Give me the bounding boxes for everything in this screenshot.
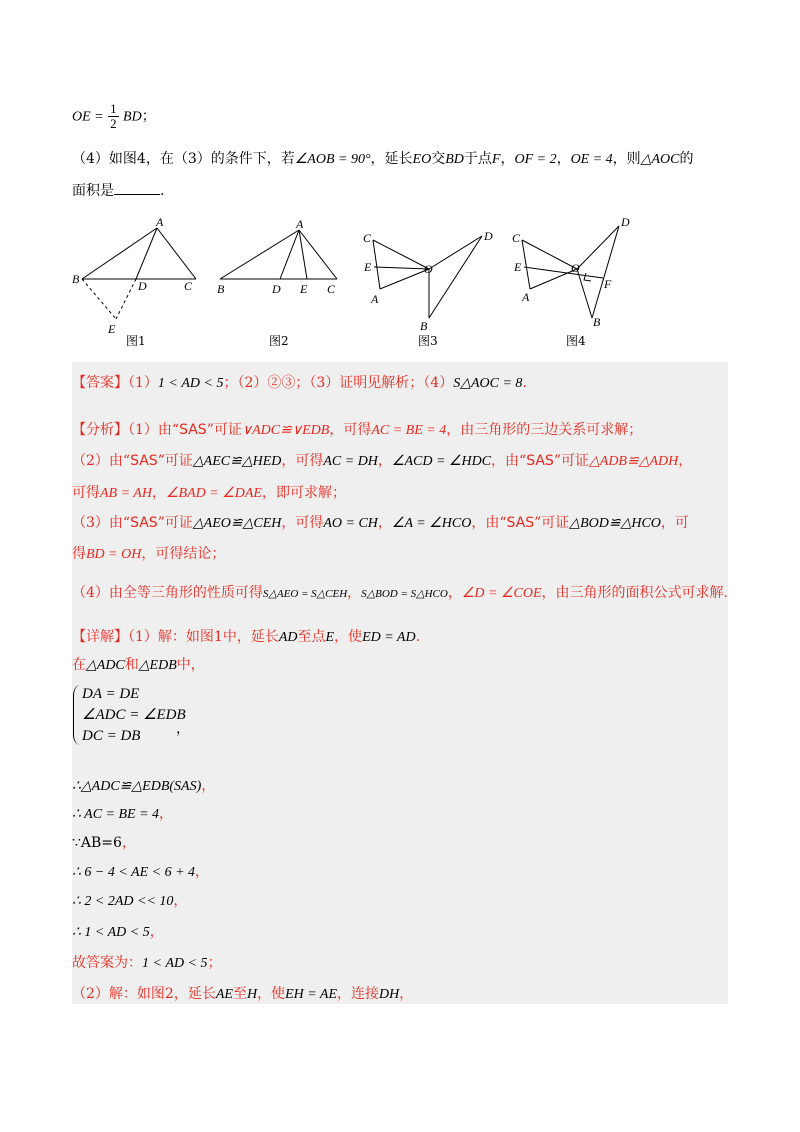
area-end: . (160, 183, 165, 199)
step-end: ， (195, 864, 210, 880)
fig3-label: D (484, 229, 493, 243)
q4-text-7: ，则 (612, 151, 641, 167)
part2-text: 至 (232, 986, 247, 1002)
analysis-math: ∨ADC≌∨EDB (241, 423, 330, 438)
analysis-text: ，由“ (491, 453, 527, 469)
q4-text-6: ， (556, 151, 571, 167)
fig4-label: E (514, 260, 522, 274)
final-answer-line (72, 954, 222, 973)
system-row: DA = DE (82, 686, 140, 702)
analysis-text: ，由三角形的三边关系可求解； (446, 422, 643, 438)
area-text: 面积是 (72, 183, 114, 199)
fig2-label: B (217, 282, 225, 296)
detail-math: ED = AD (362, 630, 416, 645)
analysis-text: ，可 (660, 515, 689, 531)
figure-4-labels (512, 215, 630, 329)
analysis-text: （3）由“ (72, 515, 131, 531)
oe-equation-line (72, 102, 156, 132)
part2-math: EH = AE (285, 987, 338, 1002)
fig3-label: O (424, 262, 433, 276)
step-line (72, 923, 164, 942)
step-math: ∴△ADC≌△EDB(SAS) (72, 779, 202, 794)
oe-end: ； (141, 108, 156, 125)
analysis-line-4 (72, 514, 689, 533)
analysis-math: AC = DH (323, 454, 378, 469)
figure-2-labels (217, 217, 336, 296)
fig2-label: C (327, 282, 336, 296)
fraction-denominator: 2 (110, 116, 117, 131)
analysis-text: 得 (72, 546, 86, 562)
step-math: ∴ AC = BE = 4 (72, 807, 160, 822)
detail-tag: 【详解】 (72, 629, 128, 645)
final-text: 故答案为： (72, 955, 142, 971)
figure-1-labels (72, 215, 193, 336)
fig1-label: B (72, 272, 80, 286)
analysis-text: ，可得结论； (141, 546, 226, 562)
analysis-math: AC = BE = 4 (371, 423, 447, 438)
step-math: ∴ 1 < AD < 5 (72, 925, 150, 940)
analysis-text: SAS (506, 515, 535, 531)
analysis-text: ， (447, 585, 462, 601)
analysis-text: ， (347, 585, 362, 601)
step-math: ∵AB=6 (72, 835, 122, 851)
fig4-label: F (604, 277, 612, 291)
fig4-label: O (571, 261, 580, 275)
detail-math: △EDB (138, 658, 177, 673)
step-end: ， (173, 893, 188, 909)
q4-text-5: ， (500, 151, 515, 167)
analysis-line-2 (72, 452, 692, 471)
analysis-text: ， (151, 485, 166, 501)
answer-math: 1 < AD < 5 (157, 376, 224, 391)
final-end: ； (207, 955, 222, 971)
part2-text: ，使 (257, 986, 286, 1002)
analysis-text: ，可得 (329, 422, 372, 438)
figure-caption: 图1 (126, 334, 146, 348)
detail-text: 和 (124, 657, 139, 673)
fig1-label: C (184, 279, 193, 293)
figure-1 (82, 228, 196, 319)
fig1-label: E (108, 322, 116, 336)
step-end: ， (201, 778, 216, 794)
analysis-math: △AEC≌△HED (192, 454, 282, 469)
q4-bd: BD (445, 152, 464, 167)
analysis-text: ，由三角形的面积公式可求解. (541, 585, 728, 601)
fraction-half (108, 102, 119, 131)
analysis-text: ， (678, 453, 693, 469)
oe-right: BD (123, 109, 142, 125)
analysis-text: （4）由全等三角形的性质可得 (72, 585, 263, 601)
geometry-figures (0, 212, 800, 362)
analysis-math: ∠BAD = ∠DAE (165, 486, 262, 501)
detail-math: AD (278, 630, 298, 645)
answer-math: S△AOC = 8 (453, 376, 523, 391)
analysis-text: SAS (179, 422, 207, 438)
analysis-math: ∠A = ∠HCO (391, 516, 472, 531)
answer-text: ；（2）②③；（3）证明见解析；（4） (223, 375, 454, 391)
analysis-math: △BOD≌△HCO (569, 516, 661, 531)
part-2-line (72, 985, 413, 1004)
fig3-label: B (420, 319, 428, 333)
fig4-label: B (593, 315, 601, 329)
analysis-text: ，可得 (281, 515, 324, 531)
q4-text-4: 于点 (463, 151, 492, 167)
detail-line-1 (72, 628, 420, 647)
analysis-tag: 【分析】 (72, 422, 128, 438)
analysis-math: AB = AH (100, 486, 152, 501)
fig3-label: A (371, 292, 379, 306)
detail-text: 至点 (297, 629, 326, 645)
q4-text-8: 的 (679, 151, 694, 167)
q4-triangle-aoc: △AOC (640, 152, 680, 167)
detail-text: ，使 (334, 629, 363, 645)
analysis-text: （1）由“ (128, 422, 180, 438)
analysis-line-3 (72, 484, 346, 503)
analysis-text: ”可证 (206, 422, 242, 438)
fig2-label: E (300, 282, 308, 296)
fig4-label: A (522, 290, 530, 304)
detail-text: （1）解：如图1中，延长 (128, 629, 279, 645)
part2-text: ，连接 (337, 986, 380, 1002)
step-line (72, 892, 187, 911)
figure-3 (373, 236, 482, 318)
answer-text: （1） (128, 375, 158, 391)
analysis-text: ，即可求解； (261, 485, 346, 501)
analysis-text: （2）由“ (72, 453, 131, 469)
q4-angle-aob: ∠AOB = 90° (294, 152, 371, 167)
analysis-math: S△AEO = S△CEH (262, 588, 348, 600)
part2-text: （2）解：如图2，延长 (72, 986, 216, 1002)
detail-line-2 (72, 656, 205, 675)
step-math: ∴ 6 − 4 < AE < 6 + 4 (72, 865, 196, 880)
fig1-label: A (156, 215, 164, 229)
analysis-line-1 (72, 421, 642, 440)
step-line (72, 863, 209, 882)
system-row: ∠ADC = ∠EDB (82, 707, 186, 723)
q4-eo: EO (412, 152, 432, 167)
part2-math: AE (215, 987, 233, 1002)
q4-f: F (491, 152, 501, 167)
analysis-text: 可得 (72, 485, 100, 501)
final-math: 1 < AD < 5 (142, 956, 208, 971)
detail-text: 在 (72, 657, 86, 673)
analysis-math: △ADB≌△ADH (589, 454, 679, 469)
fig4-label: C (512, 231, 521, 245)
system-row: DC = DB (82, 728, 141, 744)
analysis-text: ， (377, 453, 392, 469)
fig2-label: A (296, 217, 304, 231)
analysis-text: ，可得 (281, 453, 324, 469)
analysis-line-6 (72, 584, 728, 603)
analysis-text: ”可证 (553, 453, 589, 469)
analysis-math: ∠D = ∠COE (461, 586, 542, 601)
q4-text-3: 交 (431, 151, 446, 167)
answer-line (72, 374, 527, 393)
analysis-line-5 (72, 545, 225, 564)
detail-math: △ADC (86, 658, 125, 673)
q4-text-1: （4）如图4，在（3）的条件下，若 (72, 151, 295, 167)
analysis-text: SAS (526, 453, 554, 469)
step-line (72, 805, 173, 824)
fig4-label: D (621, 215, 630, 229)
analysis-math: AO = CH (323, 516, 378, 531)
step-line (72, 834, 136, 852)
system-end: ， (176, 721, 190, 737)
step-end: ， (121, 835, 136, 851)
q4-of: OF = 2 (514, 152, 557, 167)
fig3-label: C (363, 231, 372, 245)
part2-text: ， (399, 986, 414, 1002)
oe-left: OE = (72, 109, 104, 125)
analysis-text: SAS (130, 453, 158, 469)
fig3-label: E (364, 260, 372, 274)
question-4-line-1 (72, 150, 693, 169)
figure-caption: 图2 (269, 334, 289, 348)
answer-tag: 【答案】 (72, 375, 128, 391)
question-4-line-2 (72, 182, 164, 200)
fraction-numerator: 1 (110, 101, 117, 116)
fig2-label: D (272, 282, 281, 296)
analysis-text: ， (377, 515, 392, 531)
figure-caption: 图3 (418, 334, 438, 348)
answer-blank (114, 182, 160, 195)
step-end: ， (149, 924, 164, 940)
figure-caption: 图4 (566, 334, 586, 348)
step-line (72, 777, 215, 796)
detail-text: . (415, 629, 421, 645)
fig1-label: D (138, 279, 147, 293)
q4-oe: OE = 4 (570, 152, 613, 167)
step-math: ∴ 2 < 2AD << 10 (72, 894, 174, 909)
detail-text: 中， (176, 657, 205, 673)
analysis-math: BD = OH (86, 547, 142, 562)
analysis-text: SAS (130, 515, 158, 531)
analysis-text: ”可证 (157, 515, 193, 531)
part2-math: DH (379, 987, 400, 1002)
detail-math: E (325, 630, 335, 645)
analysis-text: ”可证 (534, 515, 570, 531)
part2-math: H (246, 987, 258, 1002)
equation-brace (73, 685, 80, 745)
answer-text: . (522, 375, 527, 391)
step-end: ， (159, 806, 174, 822)
analysis-text: ，由“ (471, 515, 507, 531)
analysis-math: △AEO≌△CEH (192, 516, 282, 531)
figure-2 (220, 230, 337, 279)
q4-text-2: ，延长 (370, 151, 413, 167)
analysis-math: ∠ACD = ∠HDC (391, 454, 492, 469)
analysis-math: S△BOD = S△HCO (361, 588, 448, 600)
analysis-text: ”可证 (157, 453, 193, 469)
